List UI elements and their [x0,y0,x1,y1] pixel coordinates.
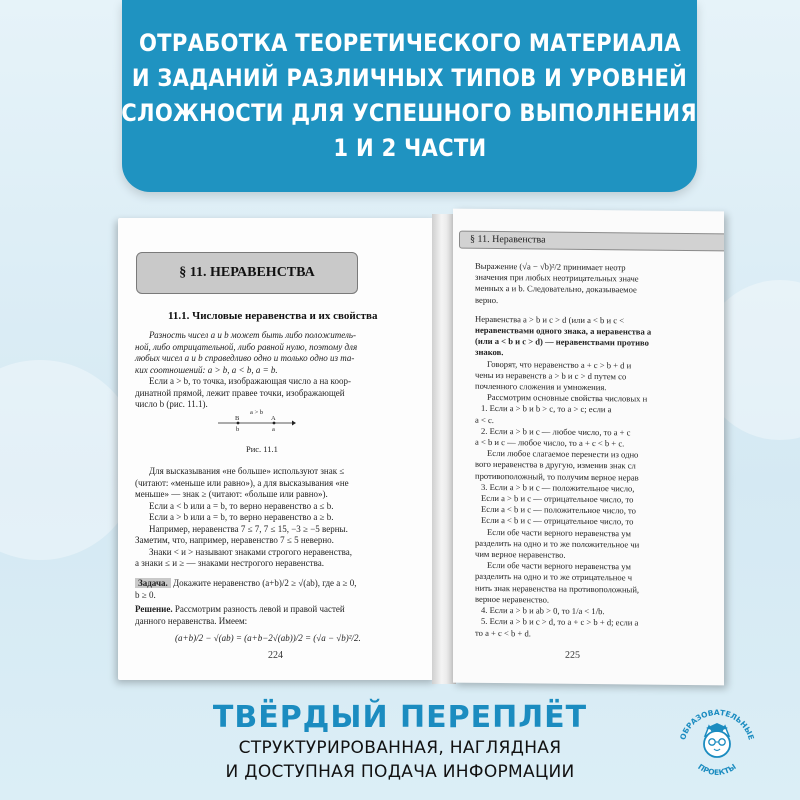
text-line: Выражение (√a − √b)²/2 принимает неотр [475,260,626,273]
text-line: 1. Если a > b и b > c, то a > c; если a [481,403,612,415]
bottom-title: ТВЁРДЫЙ ПЕРЕПЛЁТ [212,700,588,735]
page-number-right: 225 [565,649,580,661]
text-line: почленного сложения и умножения. [475,380,607,393]
text-line: чены из неравенств a > b и c > d путем со [475,369,627,382]
text-line: меньше» — знак ≥ (читают: «больше или равно»). [135,489,328,499]
subsection-heading: 11.1. Числовые неравенства и их свойства [168,310,378,322]
fig-label-top: a > b [250,409,264,416]
text-line: Заметим, что, например, неравенство 7 ≤ 5 неверно. [135,535,334,545]
text-line: Знаки < и > называют знаками строгого неравенства, [149,546,353,557]
bottom-subtitle-2: И ДОСТУПНАЯ ПОДАЧА ИНФОРМАЦИИ [225,762,575,782]
text-line: 4. Если a > b и ab > 0, то 1/a < 1/b. [481,604,605,617]
text-line: данного неравенства. Имеем: [135,615,248,626]
text-line: b ≥ 0. [135,589,156,600]
text-line: Если a < b или a = b, то верно неравенство a ≤ b. [149,500,334,511]
text-line: (или a < b и c > d) — неравенствами противо [475,336,649,348]
text-line: чим верное неравенство. [475,548,566,560]
text-line: знаков. [475,347,504,358]
text-line: неравенствами одного знака, а неравенства a [475,324,652,337]
cat-mascot-icon [704,723,730,757]
text-line: a < b и c — любое число, то a + c < b + c. [475,436,625,449]
text-line: число b (рис. 11.1). [135,399,208,409]
page-number-left: 224 [268,650,283,661]
banner-line-4: 1 И 2 ЧАСТИ [332,134,487,162]
left-page [118,218,436,680]
text-line: то a + c < b + d. [475,627,531,638]
task-line [135,578,417,590]
paragraph-definition [135,330,417,411]
text-line: значения при любых неотрицательных значе [475,272,639,284]
formula: (a+b)/2 − √(ab) = (a+b−2√(ab))/2 = (√a − √b)²/2. [175,633,361,643]
text-line: Например, неравенства 7 ≤ 7, 7 ≤ 15, −3 ≥ −5 верны. [149,523,348,534]
text-line: Рассмотрим разность левой и правой частей [172,604,345,614]
logo-text-top: ОБРАЗОВАТЕЛЬНЫЕ [678,707,756,741]
text-line: разделить на одно и то же положительное чи [475,537,640,550]
text-line: Рассмотрим основные свойства числовых н [487,392,648,404]
point-a [273,422,276,425]
text-line: Докажите неравенство (a+b)/2 ≥ √(ab), где a ≥ 0, [170,578,357,588]
section-title-box [136,252,358,294]
bottom-subtitle-1: СТРУКТУРИРОВАННАЯ, НАГЛЯДНАЯ [238,738,562,758]
text-line: 2. Если a > b и c — любое число, то a + c [481,425,631,438]
text-line: противоположный, то получим верное нерав [475,470,639,483]
text-line: Неравенства a > b и c > d (или a < b и c < [475,313,625,326]
text-line: вого неравенства в другую, изменив знак сл [475,459,636,471]
text-line: Разность чисел a и b может быть либо положитель- [149,330,357,340]
text-line: 5. Если a > b и c > d, то a + c > b + d; если a [481,616,639,628]
task-label: Задача. [135,578,171,588]
figure-caption: Рис. 11.1 [246,444,278,454]
number-line-figure [216,408,296,438]
solution-label: Решение. [135,604,173,614]
header-banner [122,0,697,192]
text-line: Если a > b и c — отрицательное число, то [481,492,634,505]
publisher-logo [672,700,762,790]
text-line: Если любое слагаемое перенести из одно [487,448,639,460]
text-line: a < c. [475,414,494,425]
right-page [453,209,724,686]
open-book [118,210,724,685]
text-line: (читают: «меньше или равно»), а для высказывания «не [135,477,349,488]
text-line: а знаки ≤ и ≥ — знаками нестрогого неравенства. [135,558,324,568]
text-line: верно. [475,294,499,305]
text-line: Если обе части верного неравенства ум [487,526,631,539]
solution-line [135,604,417,616]
task-block [135,578,417,645]
right-text-block [475,261,724,641]
text-line: Говорят, что неравенство a + c > b + d и [487,358,632,371]
running-header: § 11. Неравенства [459,231,724,252]
text-line: 3. Если a > b и c — положительное число, [481,481,635,494]
banner-line-1: ОТРАБОТКА ТЕОРЕТИЧЕСКОГО МАТЕРИАЛА [138,29,681,57]
section-title: § 11. НЕРАВЕНСТВА [179,265,315,280]
paragraph-nonstrict [135,466,417,570]
text-line: Если обе части верного неравенства ум [487,560,631,572]
number-line-arrow [292,421,296,426]
text-line: верное неравенство. [475,593,550,605]
text-line: нить знак неравенства на противоположный, [475,582,640,595]
text-line: динатной прямой, лежит правее точки, изображающей [135,387,345,398]
fig-label-a-low: a [272,426,275,433]
text-line: ких соотношений: a > b, a < b, a = b. [135,364,278,375]
text-line: ной, либо отрицательной, либо равной нулю, поэтому для [135,341,358,352]
text-line: Если a < b и c — отрицательное число, то [481,515,634,527]
text-line: Если a < b и c — положительное число, то [481,504,636,516]
logo-text-bottom: ПРОЕКТЫ [696,762,738,777]
banner-line-3: СЛОЖНОСТИ ДЛЯ УСПЕШНОГО ВЫПОЛНЕНИЯ [121,99,698,127]
fig-label-A: A [271,415,276,422]
text-line: менных a и b. Следовательно, доказываемое [475,283,637,295]
banner-line-2: И ЗАДАНИЙ РАЗЛИЧНЫХ ТИПОВ И УРОВНЕЙ [131,64,688,92]
text-line: Для высказывания «не больше» используют знак ≤ [149,466,345,476]
fig-label-B: B [235,415,240,422]
fig-label-b-low: b [236,426,240,433]
text-line: разделить на одно и то же отрицательное ч [475,571,633,583]
point-b [237,422,240,425]
text-line: Если a > b или a = b, то верно неравенство a ≥ b. [149,512,334,522]
text-line: любых чисел a и b справедливо одно и только одно из та- [135,353,355,363]
text-line: Если a > b, то точка, изображающая число a на коор- [149,376,351,386]
